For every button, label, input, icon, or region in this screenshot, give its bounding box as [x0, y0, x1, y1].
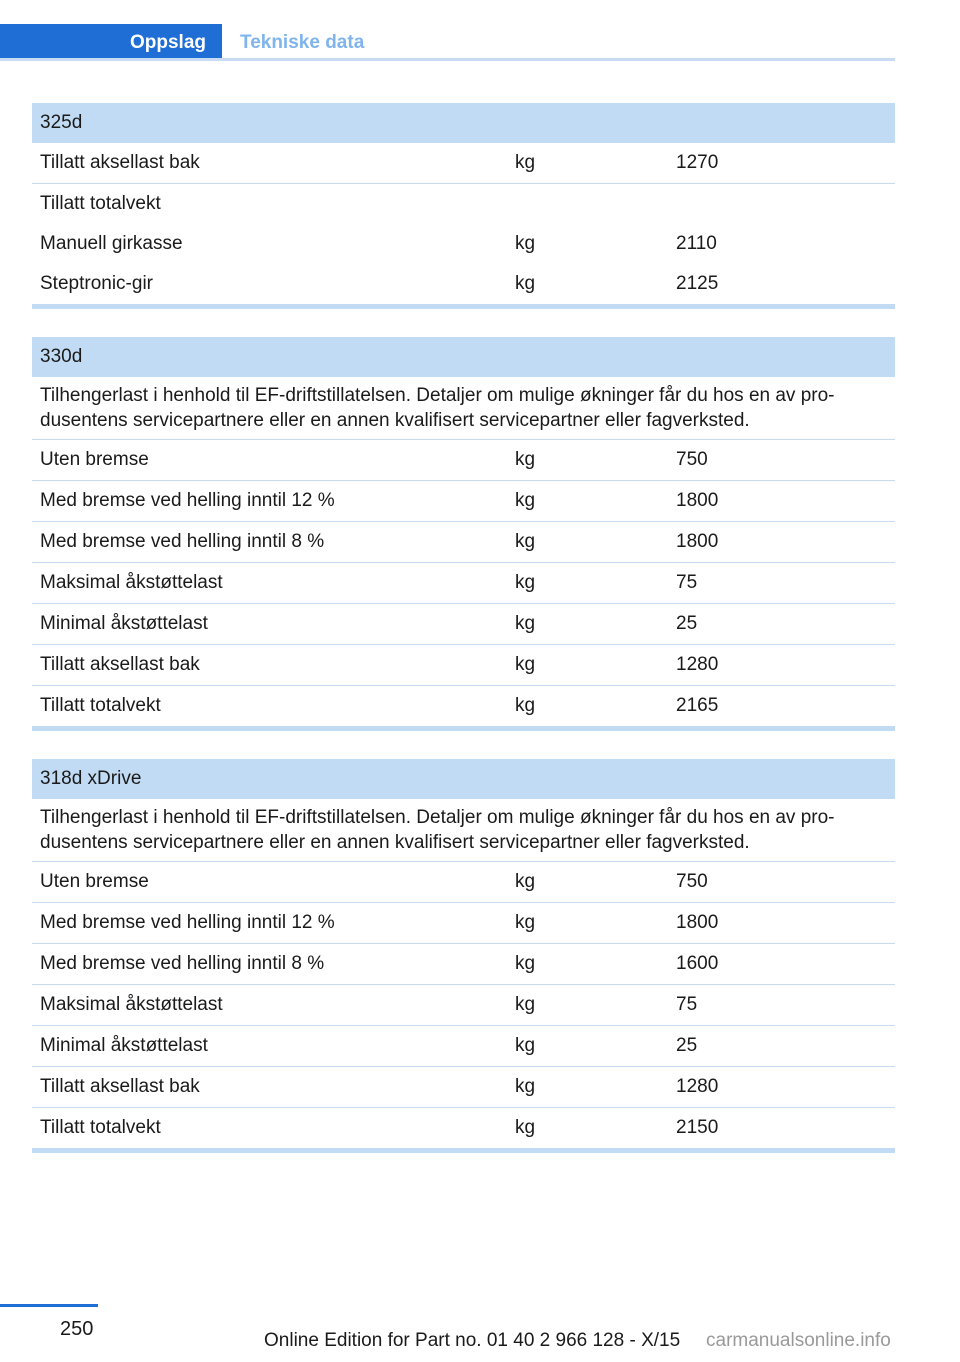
- table-end-bar: [32, 1148, 895, 1153]
- section-title: 330d: [32, 337, 895, 377]
- table-row: [32, 944, 895, 985]
- row-label: Med bremse ved helling inntil 8 %: [32, 944, 507, 985]
- table-row: [32, 224, 895, 264]
- row-value: 25: [668, 604, 895, 645]
- watermark: carmanualsonline.info: [706, 1330, 891, 1351]
- table-row: [32, 481, 895, 522]
- row-value: 1280: [668, 1067, 895, 1108]
- row-value: 1800: [668, 903, 895, 944]
- row-value: 25: [668, 1026, 895, 1067]
- row-value: 75: [668, 563, 895, 604]
- row-label: Tillatt aksellast bak: [32, 1067, 507, 1108]
- header-divider: [0, 58, 895, 61]
- table-row: [32, 440, 895, 481]
- row-unit: kg: [507, 1067, 668, 1108]
- row-unit: kg: [507, 862, 668, 903]
- row-label: Uten bremse: [32, 440, 507, 481]
- row-unit: kg: [515, 233, 536, 254]
- row-label: Maksimal åkstøttelast: [32, 985, 507, 1026]
- row-value: [668, 184, 895, 225]
- spec-table-330d: [32, 337, 895, 726]
- row-value: 2165: [668, 686, 895, 727]
- row-unit: kg: [507, 1026, 668, 1067]
- row-label: Steptronic-gir: [40, 273, 153, 294]
- table-row: [32, 604, 895, 645]
- row-value: 1280: [668, 645, 895, 686]
- page-number: 250: [60, 1318, 94, 1340]
- row-value: 1800: [668, 522, 895, 563]
- row-unit: kg: [507, 481, 668, 522]
- row-unit: kg: [515, 273, 536, 294]
- row-label: Tillatt totalvekt: [32, 1108, 507, 1149]
- table-row: [32, 1026, 895, 1067]
- table-row: [32, 563, 895, 604]
- table-row: [32, 143, 895, 184]
- section-title: 325d: [32, 103, 895, 143]
- row-unit: kg: [507, 563, 668, 604]
- page-header: [0, 24, 895, 61]
- table-row: [32, 1108, 895, 1149]
- table-row: [32, 686, 895, 727]
- table-row: [32, 184, 895, 225]
- row-label: Tillatt totalvekt: [32, 686, 507, 727]
- section-note: Tilhengerlast i henhold til EF-driftstillatelsen. Detaljer om mulige økninger får du hos en av pro-dusentens servicepartnere eller en annen kvalifisert servicepartner eller fagverksted.: [40, 385, 835, 431]
- table-row: [32, 264, 895, 304]
- row-label: Maksimal åkstøttelast: [32, 563, 507, 604]
- table-row: [32, 645, 895, 686]
- row-label: Minimal åkstøttelast: [32, 1026, 507, 1067]
- row-unit: kg: [507, 985, 668, 1026]
- footer-accent-line: [0, 1304, 98, 1307]
- edition-text: Online Edition for Part no. 01 40 2 966 128 - X/15: [264, 1330, 681, 1351]
- row-label: Med bremse ved helling inntil 8 %: [32, 522, 507, 563]
- row-unit: kg: [507, 903, 668, 944]
- row-unit: kg: [507, 522, 668, 563]
- row-unit: kg: [507, 686, 668, 727]
- row-value: 2125: [676, 273, 719, 294]
- table-row: [32, 862, 895, 903]
- table-row: [32, 1067, 895, 1108]
- row-unit: kg: [507, 645, 668, 686]
- row-value: 750: [668, 440, 895, 481]
- row-label: Tillatt aksellast bak: [32, 645, 507, 686]
- row-value: 75: [668, 985, 895, 1026]
- table-end-bar: [32, 304, 895, 309]
- tab-tekniske-data[interactable]: Tekniske data: [240, 31, 365, 53]
- section-note: Tilhengerlast i henhold til EF-driftstillatelsen. Detaljer om mulige økninger får du hos en av pro-dusentens servicepartnere eller en annen kvalifisert servicepartner eller fagverksted.: [40, 807, 835, 853]
- row-label: Minimal åkstøttelast: [32, 604, 507, 645]
- row-unit: kg: [515, 152, 536, 173]
- row-unit: [507, 184, 668, 225]
- row-label: Tillatt aksellast bak: [40, 152, 200, 173]
- row-label: Med bremse ved helling inntil 12 %: [32, 481, 507, 522]
- row-label: Uten bremse: [32, 862, 507, 903]
- row-unit: kg: [507, 440, 668, 481]
- tab-oppslag[interactable]: Oppslag: [0, 24, 222, 61]
- row-value: 1270: [676, 152, 719, 173]
- row-value: 750: [668, 862, 895, 903]
- table-row: [32, 903, 895, 944]
- row-unit: kg: [507, 944, 668, 985]
- row-label: Manuell girkasse: [40, 233, 183, 254]
- spec-content: [32, 103, 895, 1181]
- row-value: 1800: [668, 481, 895, 522]
- table-row: [32, 985, 895, 1026]
- row-value: 2110: [676, 233, 717, 254]
- table-row: [32, 522, 895, 563]
- row-unit: kg: [507, 1108, 668, 1149]
- table-end-bar: [32, 726, 895, 731]
- section-title: 318d xDrive: [32, 759, 895, 799]
- row-label: Tillatt totalvekt: [32, 184, 507, 225]
- spec-table-318d-xdrive: [32, 759, 895, 1148]
- spec-table-325d: [32, 103, 895, 304]
- row-unit: kg: [507, 604, 668, 645]
- row-value: 2150: [668, 1108, 895, 1149]
- row-value: 1600: [668, 944, 895, 985]
- row-label: Med bremse ved helling inntil 12 %: [32, 903, 507, 944]
